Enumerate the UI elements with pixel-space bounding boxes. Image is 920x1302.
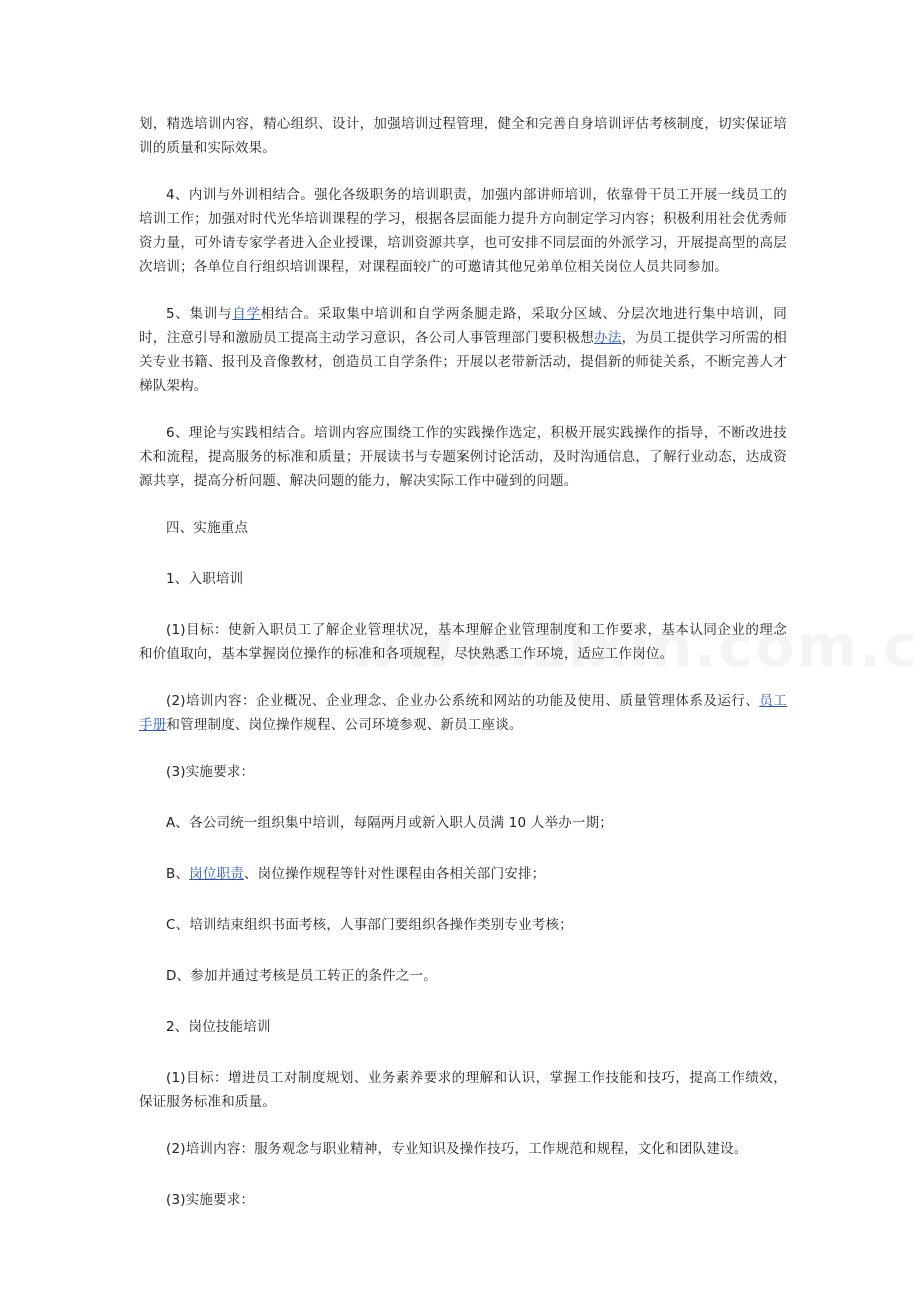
list-item-d: D、参加并通过考核是员工转正的条件之一。 — [166, 968, 437, 984]
paragraph-self-study — [139, 302, 787, 398]
paragraph-skill-content: (2)培训内容：服务观念与职业精神，专业知识及操作技巧，工作规范和规程，文化和团队建设。 — [166, 1141, 748, 1157]
paragraph-onboarding-goal: (1)目标：使新入职员工了解企业管理状况，基本理解企业管理制度和工作要求，基本认同企业的理念和价值取向，基本掌握岗位操作的标准和各项规程，尽快熟悉工作环境，适应工作岗位。 — [139, 622, 787, 662]
paragraph-skill-goal: (1)目标：增进员工对制度规划、业务素养要求的理解和认识，掌握工作技能和技巧，提高工作绩效，保证服务标准和质量。 — [139, 1070, 787, 1110]
paragraph-internal-external-training: 4、内训与外训相结合。强化各级职务的培训职责，加强内部讲师培训，依靠骨干员工开展一线员工的培训工作；加强对时代光华培训课程的学习，根据各层面能力提升方向制定学习内容；积极利用社会优秀师资力量，可外请专家学者进入企业授课，培训资源共享，也可安排不同层面的外派学习，开展提高型的高层次培训；各单位自行组织培训课程，对课程面较广的可邀请其他兄弟单位相关岗位人员共同参加。 — [139, 187, 787, 275]
paragraph-requirements-heading: (3)实施要求： — [166, 764, 255, 780]
text-segment: ，为员工提供学习所需的相关专业书籍、报刊及音像教材，创造员工自学条件；开展以老带新活动，提倡新的师徒关系，不断完善人才梯队架构。 — [139, 330, 787, 394]
list-item-c: C、培训结束组织书面考核，人事部门要组织各操作类别专业考核； — [166, 917, 573, 933]
text-segment: 、岗位操作规程等针对性课程由各相关部门安排； — [243, 866, 546, 882]
text-segment: (2)培训内容：企业概况、企业理念、企业办公系统和网站的功能及使用、质量管理体系及运行、 — [166, 693, 760, 709]
subheading-onboarding-training: 1、入职培训 — [166, 571, 244, 587]
text-segment: 相结合。采取集中培训和自学两条腿走路，采取分区域、分层次地进行集中培训，同时，注意引导和激励员工提高主动学习意识，各公司人事管理部门要积极想 — [139, 306, 787, 346]
link-job-responsibilities[interactable]: 岗位职责 — [189, 866, 244, 882]
paragraph-training-quality: 划，精选培训内容，精心组织、设计，加强培训过程管理，健全和完善自身培训评估考核制度，切实保证培训的质量和实际效果。 — [139, 116, 787, 156]
text-segment: B、 — [166, 866, 190, 882]
paragraph-theory-practice: 6、理论与实践相结合。培训内容应围绕工作的实践操作选定，积极开展实践操作的指导，不断改进技术和流程，提高服务的标准和质量；开展读书与专题案例讨论活动，及时沟通信息，了解行业动态，达成资源共享，提高分析问题、解决问题的能力，解决实际工作中碰到的问题。 — [139, 425, 787, 489]
paragraph-skill-requirements: (3)实施要求： — [166, 1192, 255, 1208]
link-method[interactable]: 办法 — [594, 330, 622, 346]
list-item-b — [139, 862, 787, 886]
paragraph-onboarding-content — [139, 689, 787, 737]
link-self-study[interactable]: 自学 — [232, 306, 261, 322]
section-heading-implementation: 四、实施重点 — [166, 520, 249, 536]
document-body — [139, 112, 787, 1239]
link-employee-handbook[interactable]: 员工手册 — [139, 693, 787, 733]
text-segment: 和管理制度、岗位操作规程、公司环境参观、新员工座谈。 — [166, 717, 523, 733]
text-segment: 5、集训与 — [166, 306, 233, 322]
subheading-skill-training: 2、岗位技能培训 — [166, 1019, 271, 1035]
list-item-a: A、各公司统一组织集中培训，每隔两月或新入职人员满 10 人举办一期； — [166, 815, 613, 831]
